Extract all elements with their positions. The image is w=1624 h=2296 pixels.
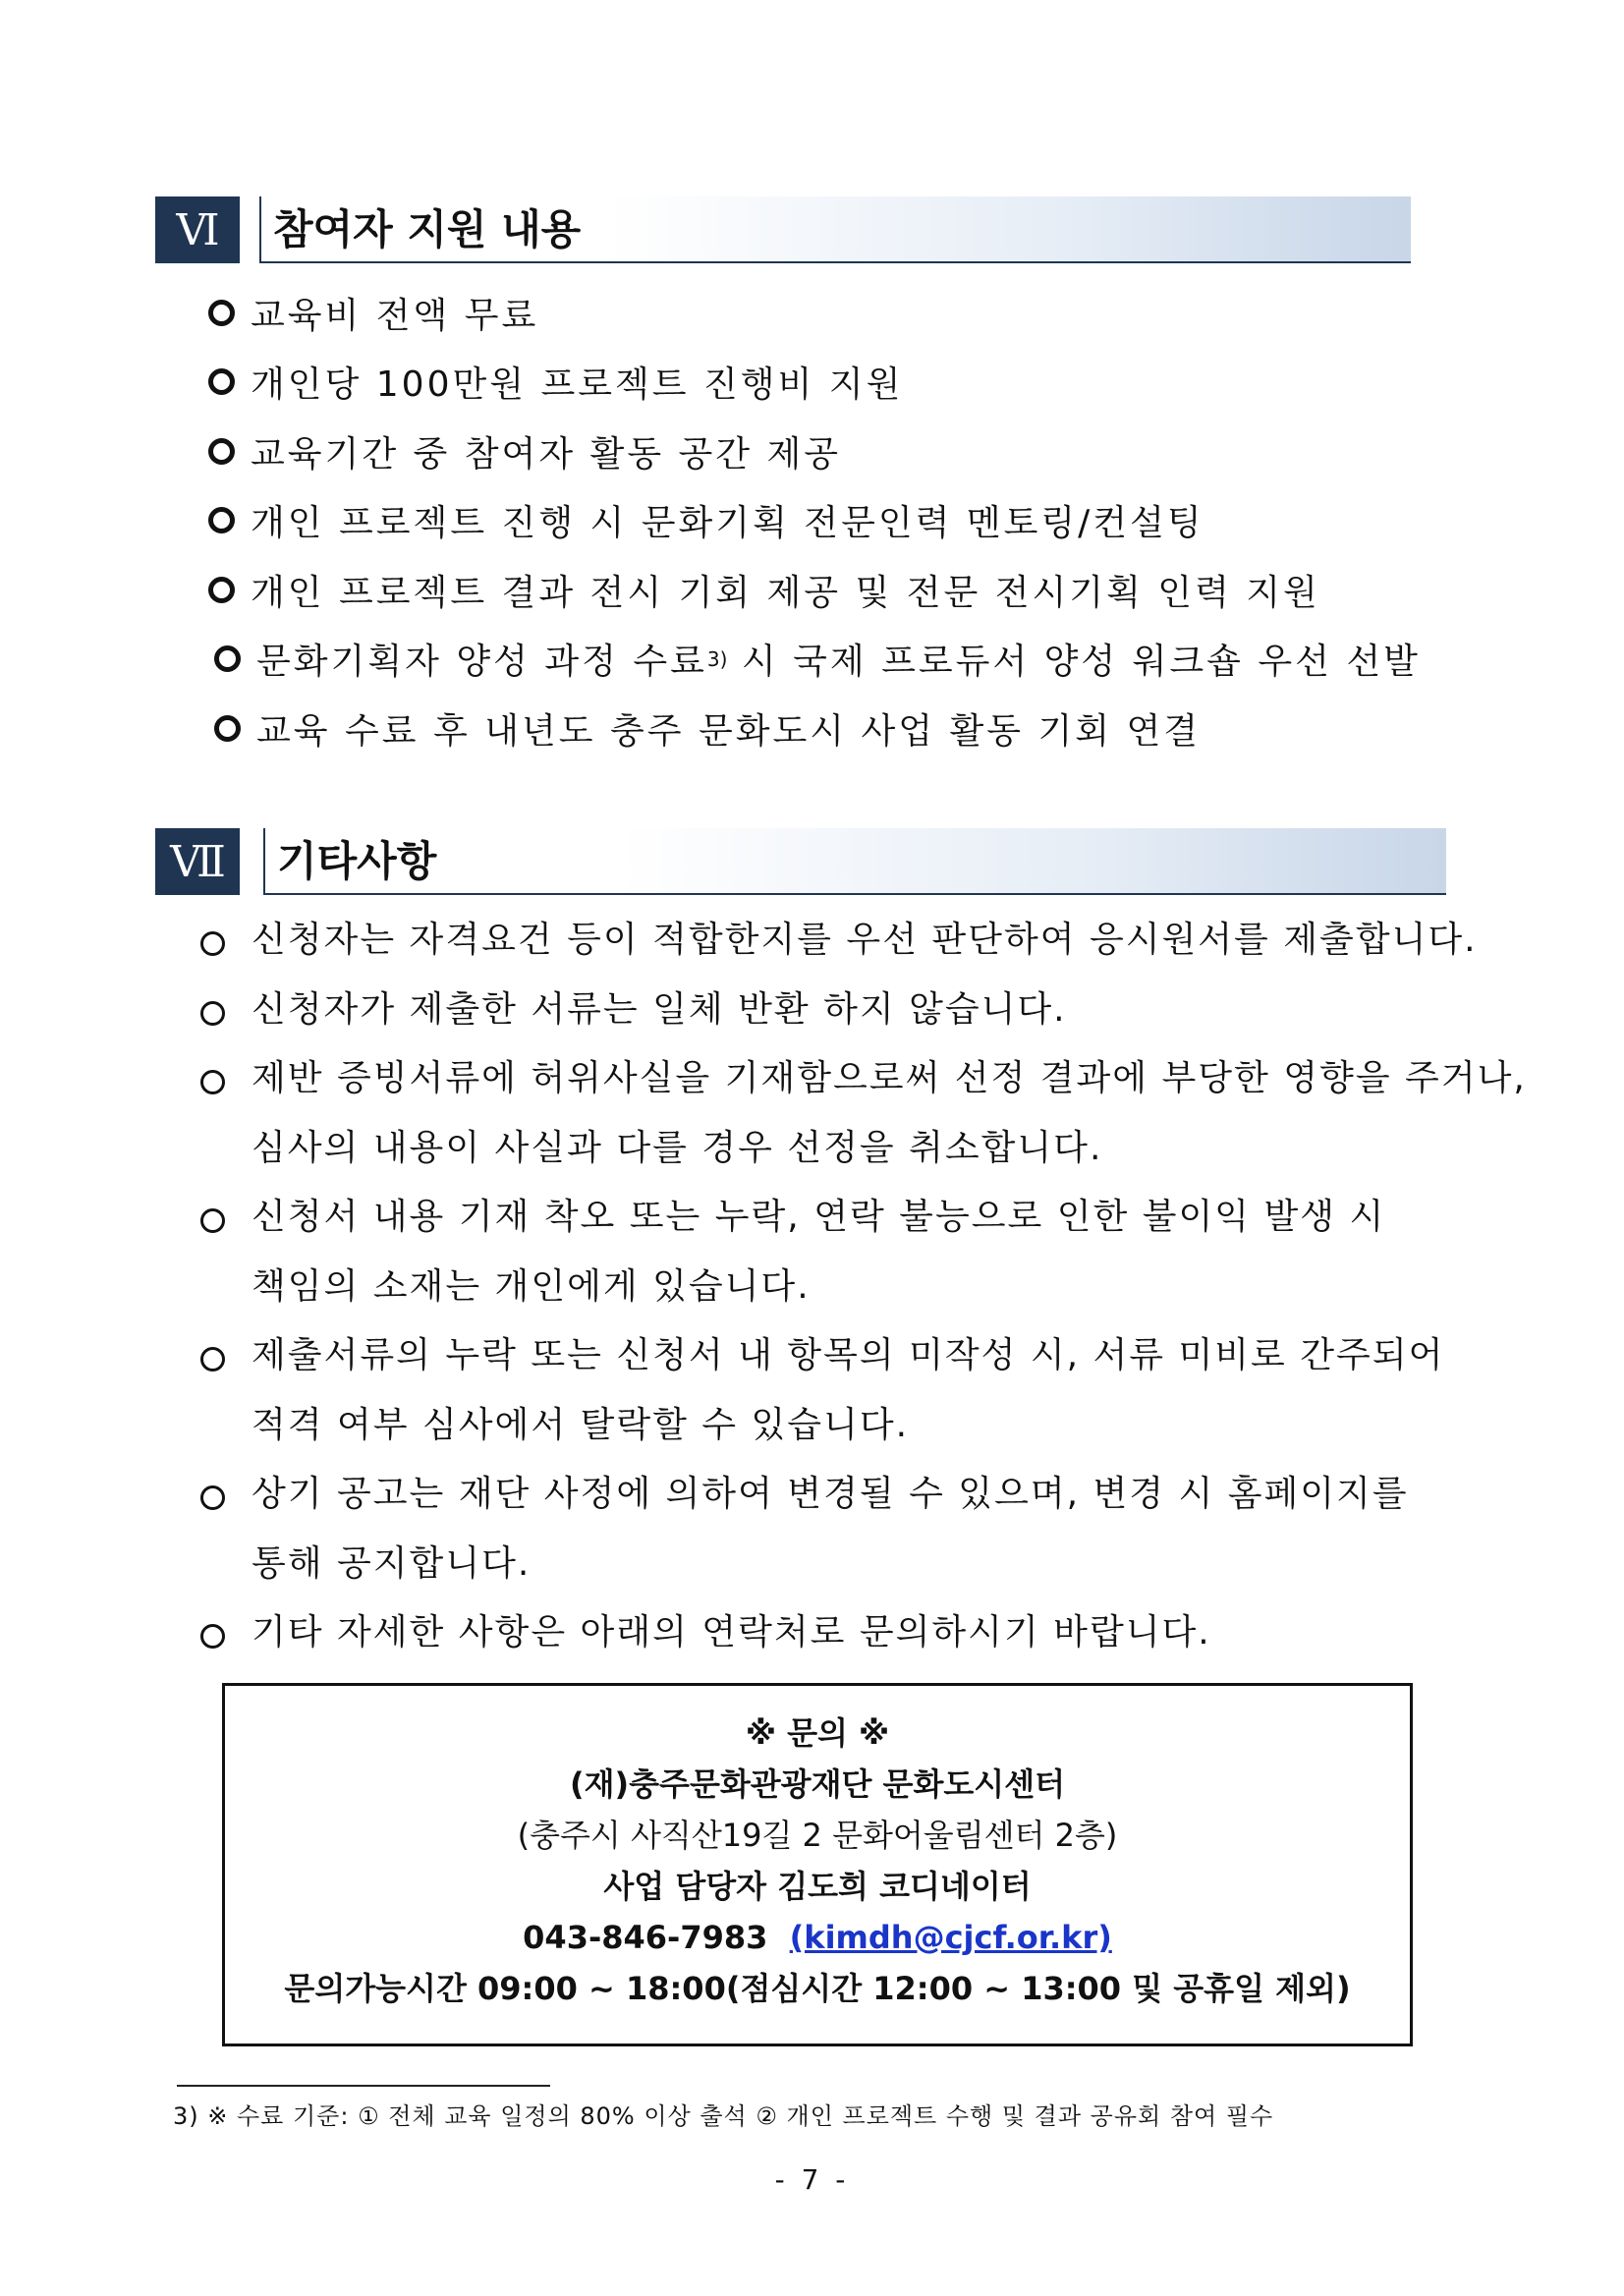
support-list <box>208 278 1421 763</box>
contact-box <box>222 1683 1413 2046</box>
footnote-divider <box>177 2085 550 2087</box>
footnote: 3) ※ 수료 기준: ① 전체 교육 일정의 80% 이상 출석 ② 개인 프로젝트 수행 및 결과 공유회 참여 필수 <box>173 2102 1274 2130</box>
contact-phone: 043-846-7983 <box>523 1919 768 1956</box>
page-number: - 7 - <box>774 2163 850 2196</box>
list-item: 신청자가 제출한 서류는 일체 반환 하지 않습니다. <box>196 976 1484 1045</box>
footnote-ref: 3) <box>706 646 728 671</box>
list-item: 교육기간 중 참여자 활동 공간 제공 <box>208 417 1421 486</box>
list-item: 신청자는 자격요건 등이 적합한지를 우선 판단하여 응시원서를 제출합니다. <box>196 906 1484 976</box>
list-item: 교육비 전액 무료 <box>208 278 1421 348</box>
list-item: 신청서 내용 기재 착오 또는 누락, 연락 불능으로 인한 불이익 발생 시 책임의 소재는 개인에게 있습니다. <box>196 1183 1484 1321</box>
bullet-icon <box>208 368 235 395</box>
list-item: 교육 수료 후 내년도 충주 문화도시 사업 활동 기회 연결 <box>208 694 1421 763</box>
bullet-icon <box>208 438 235 465</box>
list-item: 개인당 100만원 프로젝트 진행비 지원 <box>208 348 1421 418</box>
list-item: 개인 프로젝트 결과 전시 기회 제공 및 전문 전시기획 인력 지원 <box>208 555 1421 625</box>
bullet-icon <box>200 1070 225 1094</box>
contact-heading: ※ 문의 ※ <box>745 1714 890 1752</box>
contact-manager: 사업 담당자 김도희 코디네이터 <box>603 1868 1032 1905</box>
notes-list <box>196 906 1527 1668</box>
section-7-title: 기타사항 <box>277 837 437 885</box>
contact-hours: 문의가능시간 09:00 ~ 18:00(점심시간 12:00 ~ 13:00 및 공휴일 제외) <box>284 1970 1351 2007</box>
contact-phone-line <box>225 1912 1410 1963</box>
bullet-icon <box>200 931 225 956</box>
list-item: 기타 자세한 사항은 아래의 연락처로 문의하시기 바랍니다. <box>196 1598 1484 1668</box>
bullet-icon <box>214 715 241 742</box>
list-item: 제출서류의 누락 또는 신청서 내 항목의 미작성 시, 서류 미비로 간주되어 적격 여부 심사에서 탈락할 수 있습니다. <box>196 1321 1484 1460</box>
contact-address: (충주시 사직산19길 2 문화어울림센터 2층) <box>517 1817 1118 1854</box>
bullet-icon <box>200 1624 225 1649</box>
section-7-header <box>155 828 1446 895</box>
bullet-icon <box>200 1347 225 1372</box>
bullet-icon <box>214 645 241 672</box>
bullet-icon <box>200 1485 225 1510</box>
bullet-icon <box>208 577 235 603</box>
list-item: 상기 공고는 재단 사정에 의하여 변경될 수 있으며, 변경 시 홈페이지를 통해 공지합니다. <box>196 1460 1484 1598</box>
bullet-icon <box>208 300 235 326</box>
bullet-icon <box>208 507 235 533</box>
section-6-header <box>155 196 1411 263</box>
section-6-numeral: Ⅵ <box>155 196 240 263</box>
list-item: 제반 증빙서류에 허위사실을 기재함으로써 선정 결과에 부당한 영향을 주거나, 심사의 내용이 사실과 다를 경우 선정을 취소합니다. <box>196 1044 1484 1183</box>
bullet-icon <box>200 1001 225 1026</box>
list-item: 문화기획자 양성 과정 수료 3) 시 국제 프로듀서 양성 워크숍 우선 선발 <box>208 625 1421 695</box>
contact-email-link[interactable]: (kimdh@cjcf.or.kr) <box>789 1919 1112 1956</box>
section-7-numeral: Ⅶ <box>155 828 240 895</box>
bullet-icon <box>200 1208 225 1233</box>
section-6-title: 참여자 지원 내용 <box>273 205 582 253</box>
contact-org: (재)충주문화관광재단 문화도시센터 <box>569 1765 1066 1803</box>
list-item: 개인 프로젝트 진행 시 문화기획 전문인력 멘토링/컨설팅 <box>208 486 1421 556</box>
